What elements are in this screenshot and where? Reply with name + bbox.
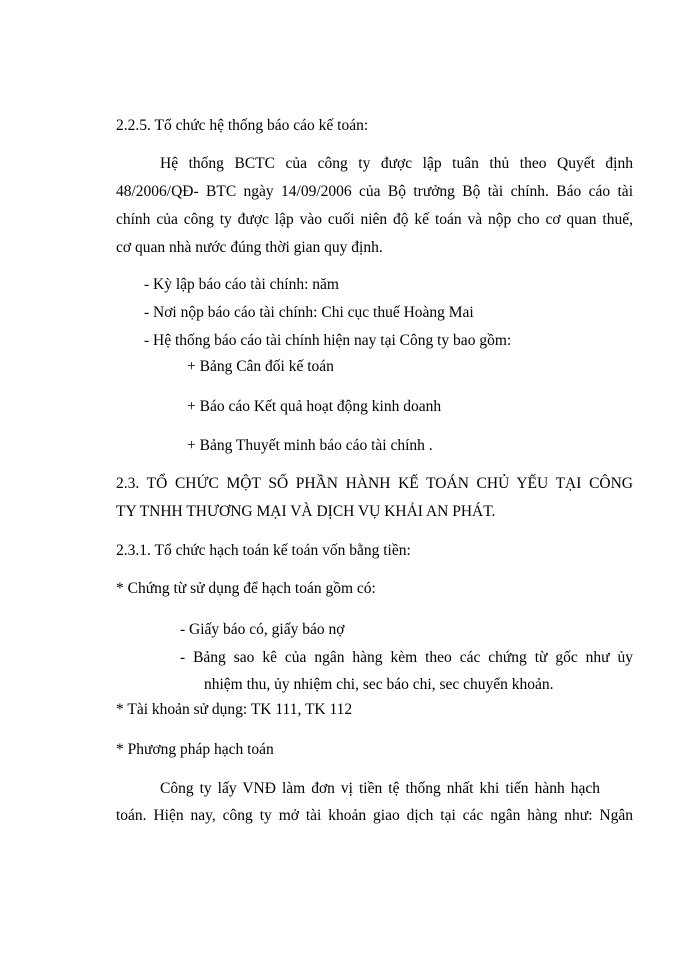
sub-list-item: + Báo cáo Kết quả hoạt động kinh doanh <box>187 398 442 415</box>
bullet-item: - Kỳ lập báo cáo tài chính: năm <box>144 276 339 293</box>
section-heading-2-3: 2.3. TỔ CHỨC MỘT SỐ PHẦN HÀNH KẾ TOÁN CHỦ YẾU TẠI CÔNG <box>116 475 633 492</box>
section-heading-2-2-5: 2.2.5. Tổ chức hệ thống báo cáo kế toán: <box>116 117 369 134</box>
section-heading-2-3-cont: TY TNHH THƯƠNG MẠI VÀ DỊCH VỤ KHẢI AN PHÁT. <box>116 503 496 520</box>
paragraph-line: chính của công ty được lập vào cuối niên độ kế toán và nộp cho cơ quan thuế, <box>116 211 633 228</box>
method-heading: * Phương pháp hạch toán <box>116 741 274 758</box>
bullet-item: - Hệ thống báo cáo tài chính hiện nay tại Công ty bao gồm: <box>144 332 512 349</box>
sub-list-item: + Bảng Cân đối kế toán <box>187 358 334 375</box>
paragraph-line: cơ quan nhà nước đúng thời gian quy định. <box>116 239 383 256</box>
list-title: * Chứng từ sử dụng để hạch toán gồm có: <box>116 580 376 597</box>
paragraph-line: Hệ thống BCTC của công ty được lập tuân thủ theo Quyết định <box>160 155 633 172</box>
list-item: - Giấy báo có, giấy báo nợ <box>180 621 345 638</box>
paragraph-line: toán. Hiện nay, công ty mở tài khoản giao dịch tại các ngân hàng như: Ngân <box>116 807 633 824</box>
list-item-cont: nhiệm thu, ủy nhiệm chi, sec báo chi, sec chuyển khoản. <box>204 676 554 693</box>
sub-list-item: + Bảng Thuyết minh báo cáo tài chính . <box>187 437 433 454</box>
bullet-item: - Nơi nộp báo cáo tài chính: Chi cục thuế Hoàng Mai <box>144 304 474 321</box>
paragraph-line: 48/2006/QĐ- BTC ngày 14/09/2006 của Bộ trưởng Bộ tài chính. Báo cáo tài <box>116 183 633 200</box>
accounts-line: * Tài khoản sử dụng: TK 111, TK 112 <box>116 701 353 718</box>
paragraph-line: Công ty lấy VNĐ làm đơn vị tiền tệ thống nhất khi tiến hành hạch <box>160 780 600 797</box>
section-heading-2-3-1: 2.3.1. Tổ chức hạch toán kế toán vốn bằng tiền: <box>116 542 411 559</box>
list-item: - Bảng sao kê của ngân hàng kèm theo các chứng từ gốc như ủy <box>180 649 633 666</box>
